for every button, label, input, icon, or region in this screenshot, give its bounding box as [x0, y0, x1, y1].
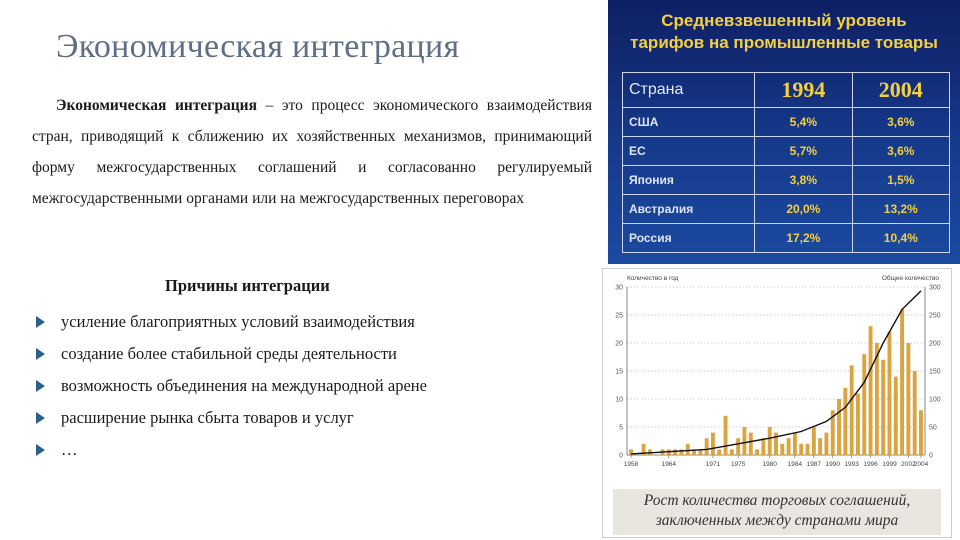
chart-bar — [824, 433, 828, 455]
definition-paragraph — [32, 90, 592, 214]
trade-agreements-chart-panel — [602, 268, 952, 538]
table-row: Россия 17,2% 10,4% — [623, 224, 950, 253]
chart-bar — [862, 354, 866, 455]
chart-bar — [843, 388, 847, 455]
chart-bar — [906, 343, 910, 455]
chart-bar — [673, 449, 677, 455]
x-tick-label: 1987 — [806, 461, 822, 468]
chart-bar — [761, 438, 765, 455]
list-item: расширение рынка сбыта товаров и услуг — [36, 402, 427, 434]
triangle-bullet-icon — [36, 412, 45, 424]
chart-bar — [812, 427, 816, 455]
y-tick-label: 20 — [615, 340, 623, 348]
chart-bar — [888, 332, 892, 455]
y2-tick-label: 0 — [929, 452, 933, 460]
x-tick-label: 1975 — [730, 461, 746, 468]
list-item: … — [36, 434, 427, 466]
y-tick-label: 0 — [619, 452, 623, 460]
y2-tick-label: 300 — [929, 284, 941, 292]
trade-agreements-chart — [603, 269, 951, 485]
triangle-bullet-icon — [36, 348, 45, 360]
triangle-bullet-icon — [36, 316, 45, 328]
chart-bar — [780, 444, 784, 455]
y2-tick-label: 250 — [929, 312, 941, 320]
chart-bar — [724, 416, 728, 455]
y-tick-label: 5 — [619, 424, 623, 432]
y-tick-label: 30 — [615, 284, 623, 292]
x-tick-label: 1971 — [705, 461, 721, 468]
y2-tick-label: 50 — [929, 424, 937, 432]
tariff-table-panel — [608, 0, 960, 264]
chart-bar — [919, 410, 923, 455]
chart-bar — [736, 438, 740, 455]
y-tick-label: 25 — [615, 312, 623, 320]
chart-bar — [799, 444, 803, 455]
header-country: Страна — [623, 73, 755, 108]
tariff-table-title: Средневзвешенный уровень тарифов на промышленные товары — [630, 11, 938, 52]
causes-list — [36, 306, 427, 466]
list-item: усиление благоприятных условий взаимодействия — [36, 306, 427, 338]
x-tick-label: 2004 — [913, 461, 929, 468]
x-tick-label: 1980 — [762, 461, 777, 468]
chart-bar — [743, 427, 747, 455]
y2-tick-label: 150 — [929, 368, 941, 376]
chart-bar — [837, 399, 841, 455]
chart-bar — [755, 449, 759, 455]
x-tick-label: 1958 — [623, 461, 639, 468]
x-tick-label: 1996 — [863, 461, 878, 468]
chart-bar — [894, 377, 898, 455]
left-axis-label: Количество в год — [627, 275, 679, 282]
list-item: возможность объединения на международной арене — [36, 370, 427, 402]
chart-bar — [856, 393, 860, 455]
chart-bar — [705, 438, 709, 455]
table-row: Япония 3,8% 1,5% — [623, 166, 950, 195]
chart-bar — [900, 309, 904, 455]
chart-caption: Рост количества торговых соглашений, заключенных между странами мира — [613, 489, 941, 535]
chart-bar — [711, 433, 715, 455]
chart-bar — [768, 427, 772, 455]
x-tick-label: 1990 — [825, 461, 840, 468]
table-row: Австралия 20,0% 13,2% — [623, 195, 950, 224]
x-tick-label: 2002 — [901, 461, 916, 468]
chart-bar — [787, 438, 791, 455]
y-tick-label: 15 — [615, 368, 623, 376]
causes-heading: Причины интеграции — [165, 276, 330, 295]
table-header-row — [623, 73, 950, 108]
table-row: ЕС 5,7% 3,6% — [623, 137, 950, 166]
header-year-2004: 2004 — [852, 73, 949, 108]
chart-bar — [850, 365, 854, 455]
chart-bar — [749, 433, 753, 455]
y2-tick-label: 100 — [929, 396, 941, 404]
chart-bar — [806, 444, 810, 455]
x-tick-label: 1964 — [661, 461, 677, 468]
header-year-1994: 1994 — [755, 73, 852, 108]
x-tick-label: 1999 — [882, 461, 897, 468]
x-tick-label: 1993 — [844, 461, 859, 468]
y-tick-label: 10 — [615, 396, 623, 404]
chart-bar — [730, 449, 734, 455]
tariff-table — [622, 72, 950, 253]
y2-tick-label: 200 — [929, 340, 941, 348]
chart-bar — [686, 444, 690, 455]
chart-bar — [881, 360, 885, 455]
list-item: создание более стабильной среды деятельности — [36, 338, 427, 370]
chart-bar — [913, 371, 917, 455]
definition-text: – это процесс экономического взаимодействия стран, приводящий к сближению их хозяйственных механизмов, принимающий форму межгосударственных соглашений и согласованно регулируемый межгосударственными органами или на межгосударственных переговорах — [32, 97, 592, 207]
page-title: Экономическая интеграция — [56, 28, 460, 65]
right-axis-label: Общее количество — [881, 275, 939, 282]
chart-bar — [818, 438, 822, 455]
chart-bar — [717, 449, 721, 455]
chart-bar — [869, 326, 873, 455]
definition-term: Экономическая интеграция — [56, 97, 257, 114]
x-tick-label: 1984 — [787, 461, 803, 468]
table-row: США 5,4% 3,6% — [623, 108, 950, 137]
triangle-bullet-icon — [36, 444, 45, 456]
triangle-bullet-icon — [36, 380, 45, 392]
chart-bar — [793, 433, 797, 455]
